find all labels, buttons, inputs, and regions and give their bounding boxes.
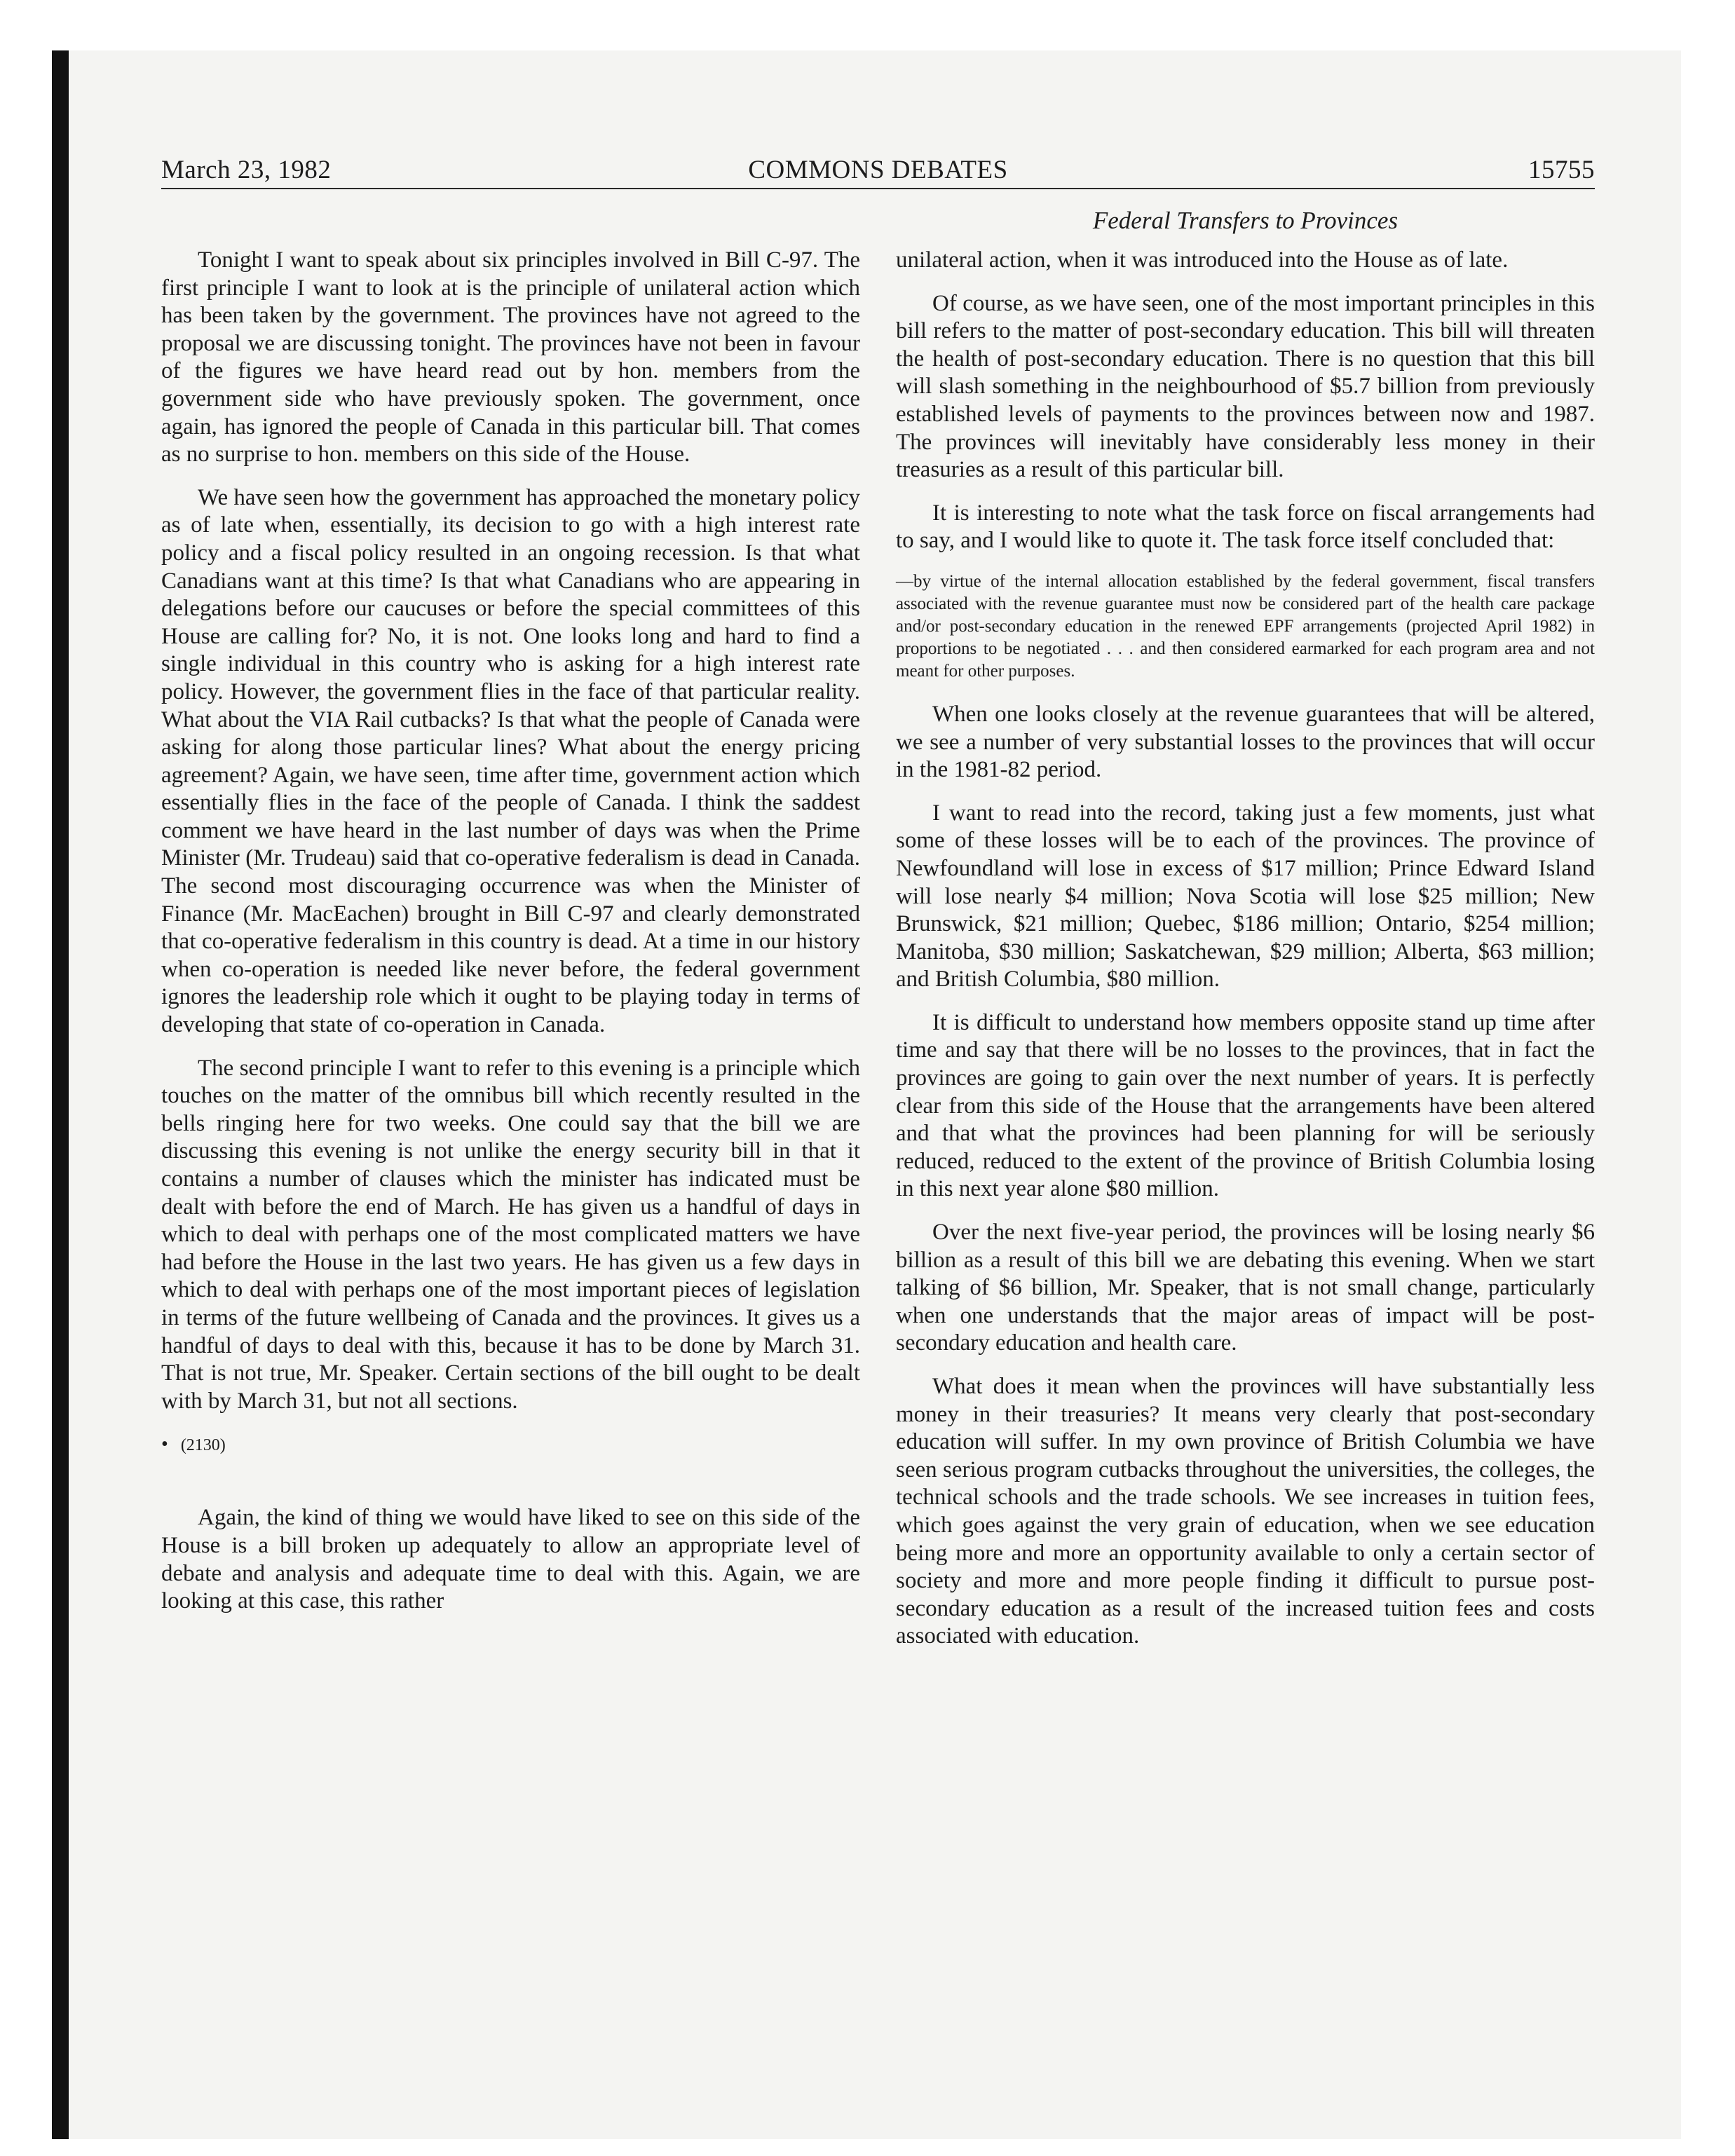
- scan-binding-edge: [52, 50, 69, 2139]
- left-column: [161, 247, 860, 1631]
- time-marker-label: (2130): [180, 1436, 226, 1455]
- page-header: [161, 153, 1595, 188]
- time-marker-bullet: •: [161, 1433, 168, 1456]
- paragraph: We have seen how the government has approached the monetary policy as of late when, essentially, its decision to go with a high interest rate policy and a fiscal policy resulted in an ongoing recession. Is that what Canadians want at this time? Is that what Canadians who are appearing in delegations before our caucuses or before the special committees of this House are calling for? No, it is not. One looks long and hard to find a single individual in this country who is asking for a high interest rate policy. However, the government flies in the face of that particular reality. What about the VIA Rail cutbacks? Is that what the people of Canada were asking for along those particular lines? What about the energy pricing agreement? Again, we have seen, time after time, government action which essentially flies in the face of the people of Canada. I think the saddest comment we have heard in the last number of days was when the Prime Minister (Mr. Trudeau) said that co-operative federalism is dead in Canada. The second most discouraging occurrence was when the Minister of Finance (Mr. MacEachen) brought in Bill C-97 and clearly demonstrated that co-operative federalism in this country is dead. At a time in our history when co-operation is needed like never before, the federal government ignores the leadership role which it ought to be playing today in terms of developing that state of co-operation in Canada.: [161, 484, 860, 1038]
- paragraph: What does it mean when the provinces will have substantially less money in their treasuries? It means very clearly that post-secondary education will suffer. In my own province of British Columbia we have seen serious program cutbacks throughout the universities, the colleges, the technical schools and the trade schools. We see increases in tuition fees, which goes against the very grain of education, when we see education being more and more an opportunity available to only a certain sector of society and more and more people finding it difficult to pursue post-secondary education as a result of the increased tuition fees and costs associated with education.: [896, 1374, 1595, 1649]
- paragraph: unilateral action, when it was introduced into the House as of late.: [896, 247, 1509, 273]
- paragraph: The second principle I want to refer to this evening is a principle which touches on the matter of the omnibus bill which recently resulted in the bells ringing here for two weeks. One could say that the bill we are discussing this evening is not unlike the energy security bill in that it contains a number of clauses which the minister has indicated must be dealt with before the end of March. He has given us a handful of days in which to deal with perhaps one of the most complicated matters we have had before the House in the last two years. He has given us a few days in which to deal with perhaps one of the most important pieces of legislation in terms of the future wellbeing of Canada and the provinces. It gives us a handful of days to deal with this, because it has to be done by March 31. That is not true, Mr. Speaker. Certain sections of the bill ought to be dealt with by March 31, but not all sections.: [161, 1055, 860, 1414]
- header-rule: [161, 188, 1595, 189]
- paragraph: Tonight I want to speak about six principles involved in Bill C-97. The first principle I want to look at is the principle of unilateral action which has been taken by the government. The provinces have not agreed to the proposal we are discussing tonight. The provinces have not been in favour of the figures we have heard read out by hon. members from the government side who have previously spoken. The government, once again, has ignored the people of Canada in this particular bill. That comes as no surprise to hon. members on this side of the House.: [161, 247, 860, 468]
- paragraph: When one looks closely at the revenue guarantees that will be altered, we see a number of very substantial losses to the provinces that will occur in the 1981-82 period.: [896, 701, 1595, 783]
- paragraph: I want to read into the record, taking just a few moments, just what some of these losses will be to each of the provinces. The province of Newfoundland will lose in excess of $17 million; Prince Edward Island will lose nearly $4 million; Nova Scotia will lose $25 million; New Brunswick, $21 million; Quebec, $186 million; Ontario, $254 million; Manitoba, $30 million; Saskatchewan, $29 million; Alberta, $63 million; and British Columbia, $80 million.: [896, 800, 1595, 992]
- paragraph: Over the next five-year period, the provinces will be losing nearly $6 billion as a result of this bill we are debating this evening. When we start talking of $6 billion, Mr. Speaker, that is not small change, particularly when one understands that the major areas of impact will be post-secondary education and health care.: [896, 1220, 1595, 1356]
- paragraph: It is interesting to note what the task force on fiscal arrangements had to say, and I would like to quote it. The task force itself concluded that:: [896, 500, 1595, 554]
- time-marker: [161, 1431, 860, 1459]
- paragraph: It is difficult to understand how members opposite stand up time after time and say that there will be no losses to the provinces, that in fact the provinces are going to gain over the next number of years. It is perfectly clear from this side of the House that the arrangements have been altered and that what the provinces had been planning for will be seriously reduced, reduced to the extent of the province of British Columbia losing in this next year alone $80 million.: [896, 1009, 1595, 1202]
- right-column: [896, 247, 1595, 1666]
- header-publication: COMMONS DEBATES: [748, 156, 1008, 184]
- running-head: Federal Transfers to Provinces: [1092, 207, 1399, 234]
- block-quote: —by virtue of the internal allocation established by the federal government, fiscal transfers associated with the revenue guarantee must now be considered part of the health care package and/or post-secondary education in the renewed EPF arrangements (projected April 1982) in proportions to be negotiated . . . and then considered earmarked for each program area and not meant for other purposes.: [896, 571, 1595, 681]
- header-date: March 23, 1982: [161, 156, 332, 184]
- paragraph: Of course, as we have seen, one of the most important principles in this bill refers to the matter of post-secondary education. This bill will threaten the health of post-secondary education. There is no question that this bill will slash something in the neighbourhood of $5.7 billion from previously established levels of payments to the provinces between now and 1987. The provinces will inevitably have considerably less money in their treasuries as a result of this particular bill.: [896, 290, 1595, 483]
- header-page-number: 15755: [1528, 156, 1595, 184]
- paragraph: Again, the kind of thing we would have liked to see on this side of the House is a bill broken up adequately to allow an appropriate level of debate and analysis and adequate time to deal with this. Again, we are looking at this case, this rather: [161, 1505, 860, 1614]
